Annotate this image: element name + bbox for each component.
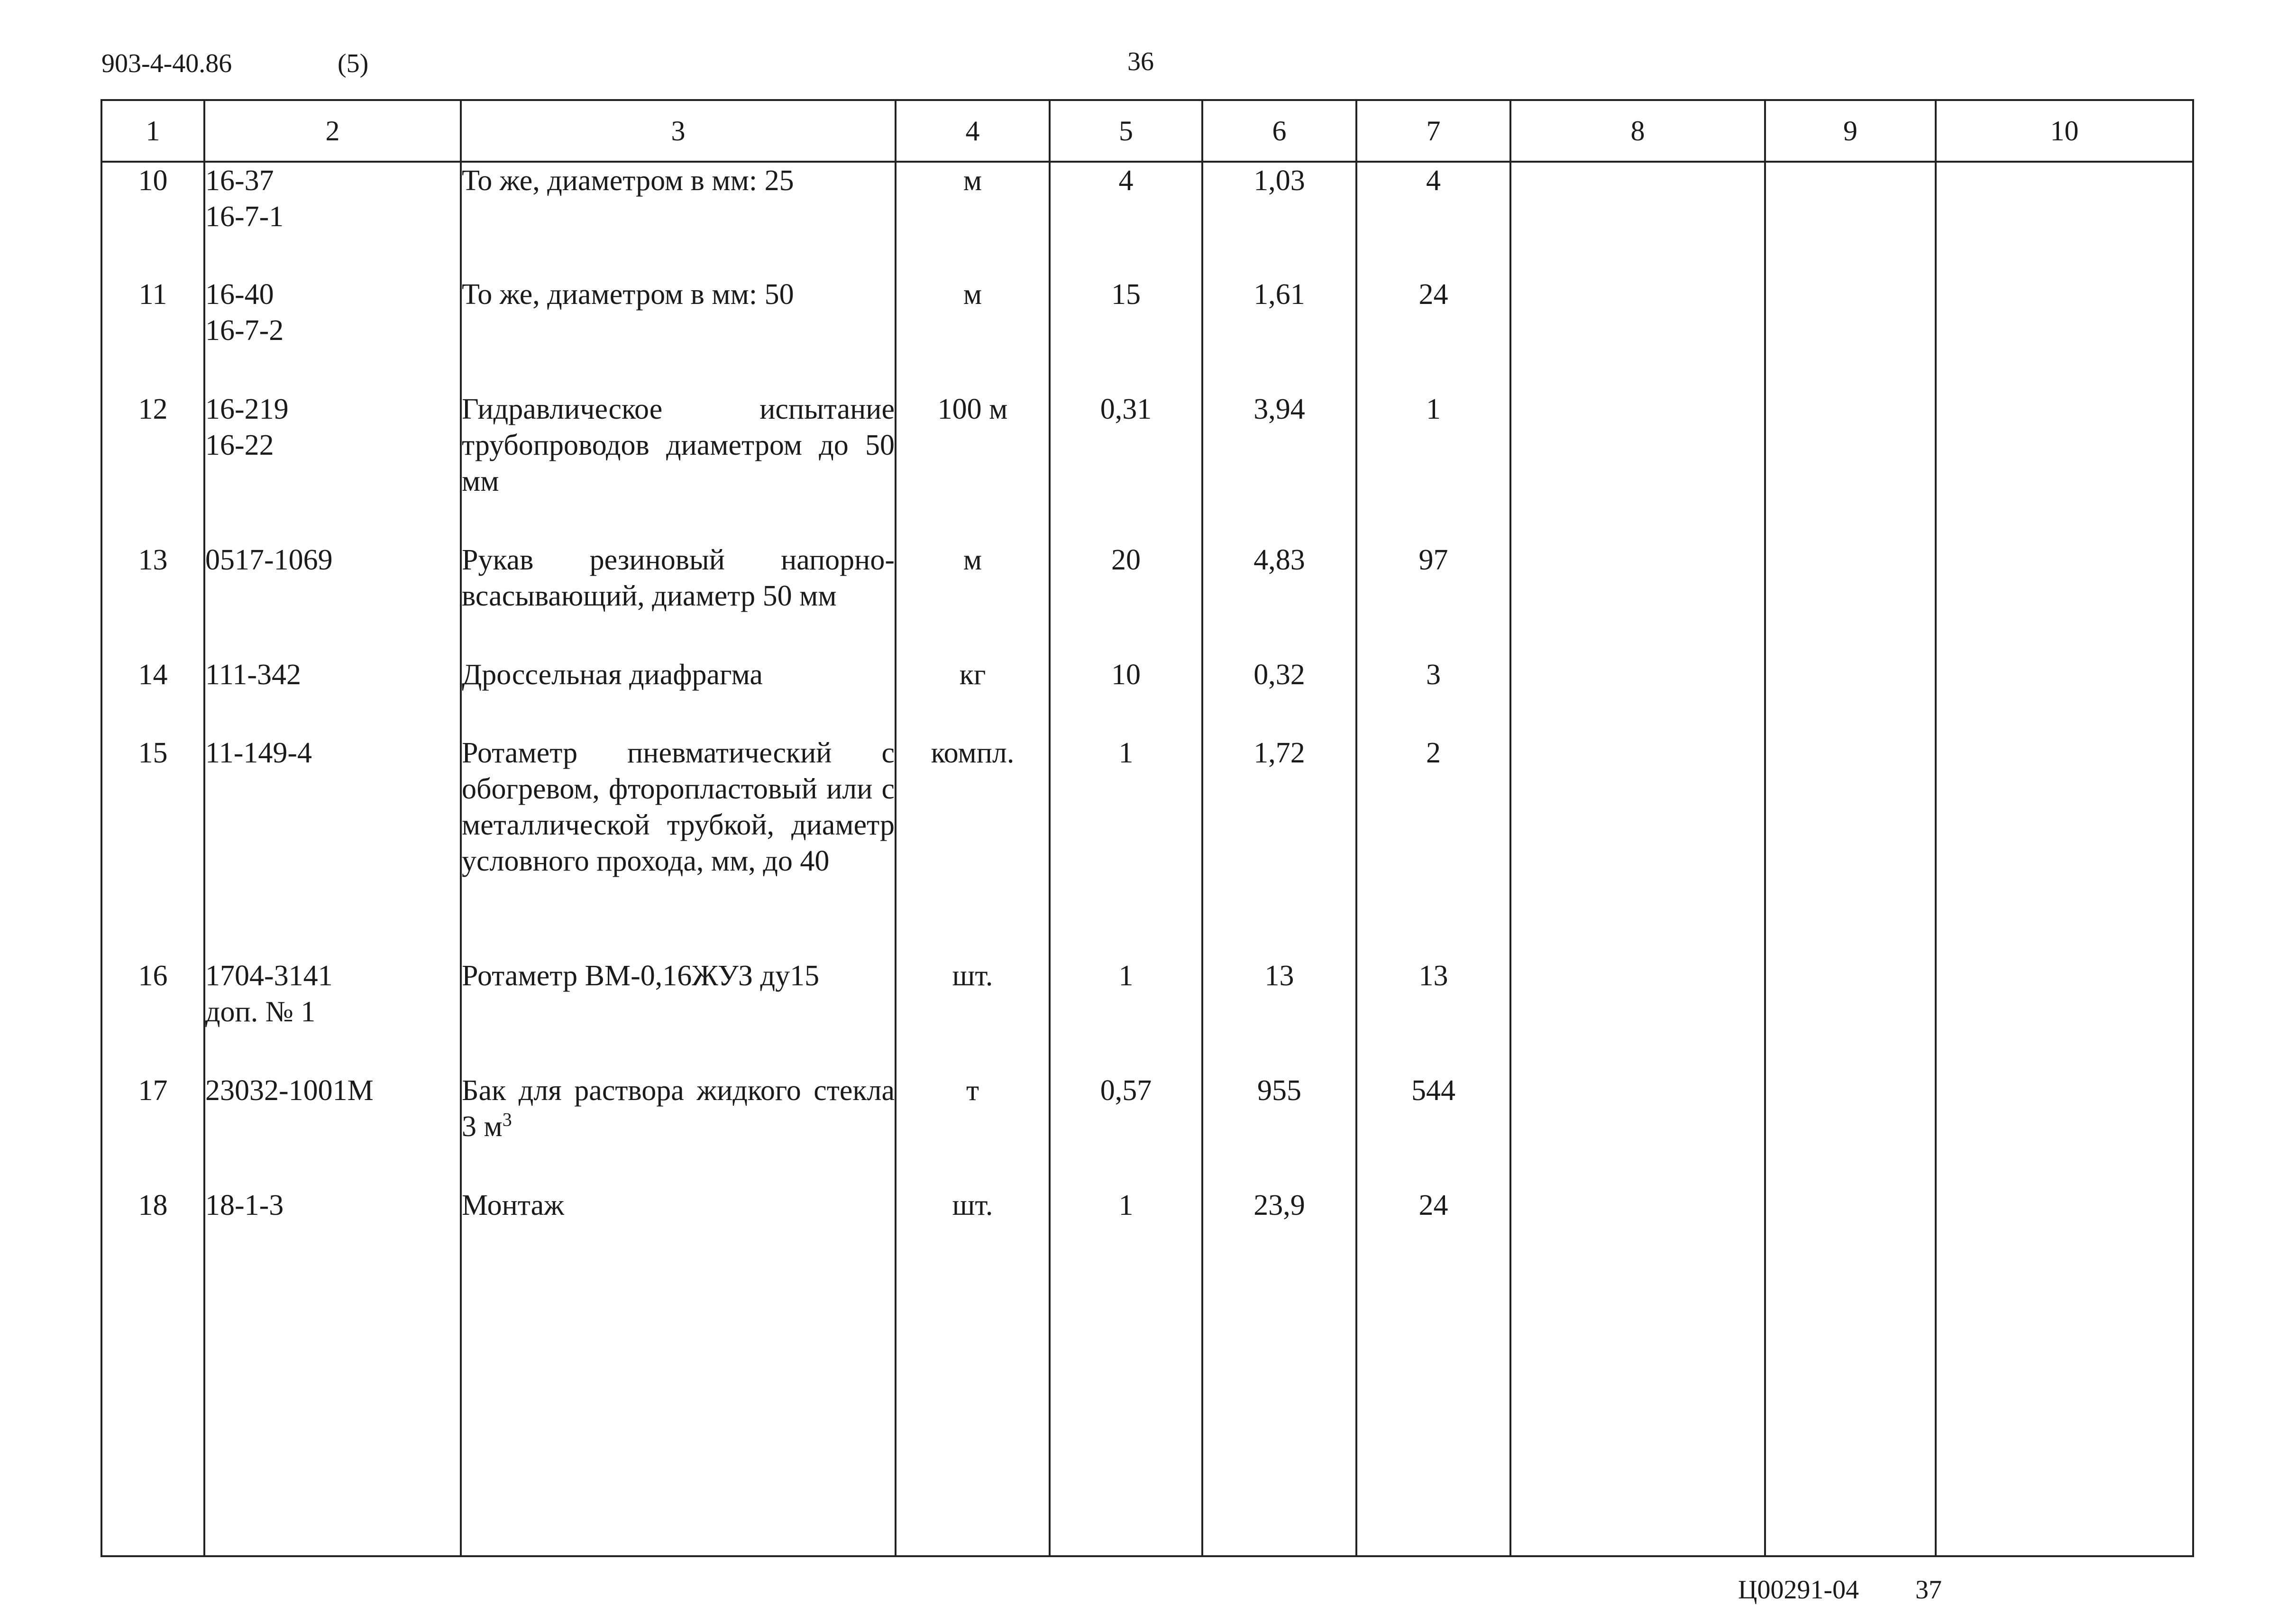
total-cost: 24 xyxy=(1356,1187,1510,1556)
price-code-line: 11-149-4 xyxy=(205,737,312,769)
empty-cell xyxy=(1936,542,2193,657)
unit-price: 4,83 xyxy=(1202,542,1356,657)
column-header: 1 xyxy=(101,100,204,162)
empty-cell xyxy=(1765,735,1936,958)
total-cost: 97 xyxy=(1356,542,1510,657)
unit: м xyxy=(896,162,1050,276)
header-row xyxy=(101,100,2193,162)
table-row xyxy=(101,958,2193,1073)
empty-cell xyxy=(1510,542,1765,657)
unit: шт. xyxy=(896,958,1050,1073)
specification-table xyxy=(101,99,2194,1557)
item-name: Гидравлическое испытание трубопроводов диаметром до 50 мм xyxy=(461,391,896,542)
row-number: 13 xyxy=(101,542,204,657)
quantity: 20 xyxy=(1050,542,1202,657)
quantity: 10 xyxy=(1050,657,1202,735)
row-number: 15 xyxy=(101,735,204,958)
item-name: Рукав резиновый напорно-всасывающий, диаметр 50 мм xyxy=(461,542,896,657)
document-code: 903-4-40.86 xyxy=(101,49,232,78)
quantity: 1 xyxy=(1050,1187,1202,1556)
footer-code: Ц00291-04 xyxy=(1738,1575,1859,1605)
price-code xyxy=(204,542,461,657)
empty-cell xyxy=(1936,958,2193,1073)
empty-cell xyxy=(1936,1187,2193,1556)
unit: м xyxy=(896,276,1050,391)
column-header: 7 xyxy=(1356,100,1510,162)
empty-cell xyxy=(1510,735,1765,958)
unit: кг xyxy=(896,657,1050,735)
empty-cell xyxy=(1765,542,1936,657)
empty-cell xyxy=(1765,1073,1936,1187)
empty-cell xyxy=(1936,162,2193,276)
quantity: 1 xyxy=(1050,735,1202,958)
item-name: Дроссельная диафрагма xyxy=(461,657,896,735)
price-code-line: 18-1-3 xyxy=(205,1189,284,1221)
item-name-text: Бак для раствора жидкого стекла 3 м xyxy=(462,1074,895,1143)
empty-cell xyxy=(1765,391,1936,542)
empty-cell xyxy=(1936,735,2193,958)
price-code-line: 16-37 xyxy=(205,165,274,197)
price-code-line: 16-40 xyxy=(205,278,274,311)
page-number: 36 xyxy=(1127,47,1154,76)
price-code xyxy=(204,391,461,542)
item-name: То же, диаметром в мм: 50 xyxy=(461,276,896,391)
total-cost: 3 xyxy=(1356,657,1510,735)
footer-page-number: 37 xyxy=(1915,1575,1942,1605)
quantity: 4 xyxy=(1050,162,1202,276)
empty-cell xyxy=(1765,162,1936,276)
price-code xyxy=(204,1187,461,1556)
column-header: 3 xyxy=(461,100,896,162)
item-name: Ротаметр пневматический с обогревом, фторопластовый или с металлической трубкой, диаметр условного прохода, мм, до 40 xyxy=(461,735,896,958)
table-row xyxy=(101,657,2193,735)
row-number: 11 xyxy=(101,276,204,391)
price-code-line: 1704-3141 xyxy=(205,960,333,992)
superscript: 3 xyxy=(502,1109,512,1130)
column-header: 9 xyxy=(1765,100,1936,162)
price-code-line: доп. № 1 xyxy=(205,996,316,1028)
item-name: То же, диаметром в мм: 25 xyxy=(461,162,896,276)
quantity: 1 xyxy=(1050,958,1202,1073)
empty-cell xyxy=(1510,657,1765,735)
price-code-line: 16-22 xyxy=(205,429,274,461)
row-number: 14 xyxy=(101,657,204,735)
price-code xyxy=(204,657,461,735)
empty-cell xyxy=(1510,1187,1765,1556)
empty-cell xyxy=(1936,276,2193,391)
empty-cell xyxy=(1510,276,1765,391)
price-code xyxy=(204,276,461,391)
total-cost: 24 xyxy=(1356,276,1510,391)
total-cost: 4 xyxy=(1356,162,1510,276)
row-number: 12 xyxy=(101,391,204,542)
column-header: 6 xyxy=(1202,100,1356,162)
total-cost: 13 xyxy=(1356,958,1510,1073)
table-row xyxy=(101,1187,2193,1556)
price-code-line: 16-219 xyxy=(205,393,289,425)
row-number: 16 xyxy=(101,958,204,1073)
price-code-line: 16-7-2 xyxy=(205,314,284,347)
empty-cell xyxy=(1765,958,1936,1073)
quantity: 0,57 xyxy=(1050,1073,1202,1187)
item-name: Ротаметр ВМ-0,16ЖУЗ ду15 xyxy=(461,958,896,1073)
quantity: 15 xyxy=(1050,276,1202,391)
table-row xyxy=(101,735,2193,958)
unit-price: 955 xyxy=(1202,1073,1356,1187)
table-row xyxy=(101,162,2193,276)
column-header: 8 xyxy=(1510,100,1765,162)
unit-price: 0,32 xyxy=(1202,657,1356,735)
price-code-line: 111-342 xyxy=(205,659,302,691)
empty-cell xyxy=(1765,657,1936,735)
empty-cell xyxy=(1936,657,2193,735)
column-header: 5 xyxy=(1050,100,1202,162)
item-name xyxy=(461,1073,896,1187)
unit-price: 3,94 xyxy=(1202,391,1356,542)
total-cost: 1 xyxy=(1356,391,1510,542)
column-header: 4 xyxy=(896,100,1050,162)
quantity: 0,31 xyxy=(1050,391,1202,542)
price-code xyxy=(204,958,461,1073)
empty-cell xyxy=(1510,162,1765,276)
row-number: 17 xyxy=(101,1073,204,1187)
empty-cell xyxy=(1936,391,2193,542)
total-cost: 544 xyxy=(1356,1073,1510,1187)
column-header: 10 xyxy=(1936,100,2193,162)
unit: компл. xyxy=(896,735,1050,958)
empty-cell xyxy=(1510,391,1765,542)
empty-cell xyxy=(1510,958,1765,1073)
price-code xyxy=(204,1073,461,1187)
unit: шт. xyxy=(896,1187,1050,1556)
empty-cell xyxy=(1765,276,1936,391)
price-code-line: 0517-1069 xyxy=(205,544,333,576)
unit: т xyxy=(896,1073,1050,1187)
total-cost: 2 xyxy=(1356,735,1510,958)
unit-price: 1,03 xyxy=(1202,162,1356,276)
price-code-line: 23032-1001М xyxy=(205,1074,374,1107)
empty-cell xyxy=(1765,1187,1936,1556)
column-header: 2 xyxy=(204,100,461,162)
unit-price: 23,9 xyxy=(1202,1187,1356,1556)
table-row xyxy=(101,391,2193,542)
unit-price: 1,61 xyxy=(1202,276,1356,391)
table-row xyxy=(101,542,2193,657)
unit-price: 13 xyxy=(1202,958,1356,1073)
unit: м xyxy=(896,542,1050,657)
table-row xyxy=(101,1073,2193,1187)
unit: 100 м xyxy=(896,391,1050,542)
table-row xyxy=(101,276,2193,391)
document-number: (5) xyxy=(338,49,369,78)
price-code xyxy=(204,735,461,958)
price-code-line: 16-7-1 xyxy=(205,201,284,233)
item-name: Монтаж xyxy=(461,1187,896,1556)
unit-price: 1,72 xyxy=(1202,735,1356,958)
empty-cell xyxy=(1510,1073,1765,1187)
row-number: 10 xyxy=(101,162,204,276)
price-code xyxy=(204,162,461,276)
row-number: 18 xyxy=(101,1187,204,1556)
empty-cell xyxy=(1936,1073,2193,1187)
